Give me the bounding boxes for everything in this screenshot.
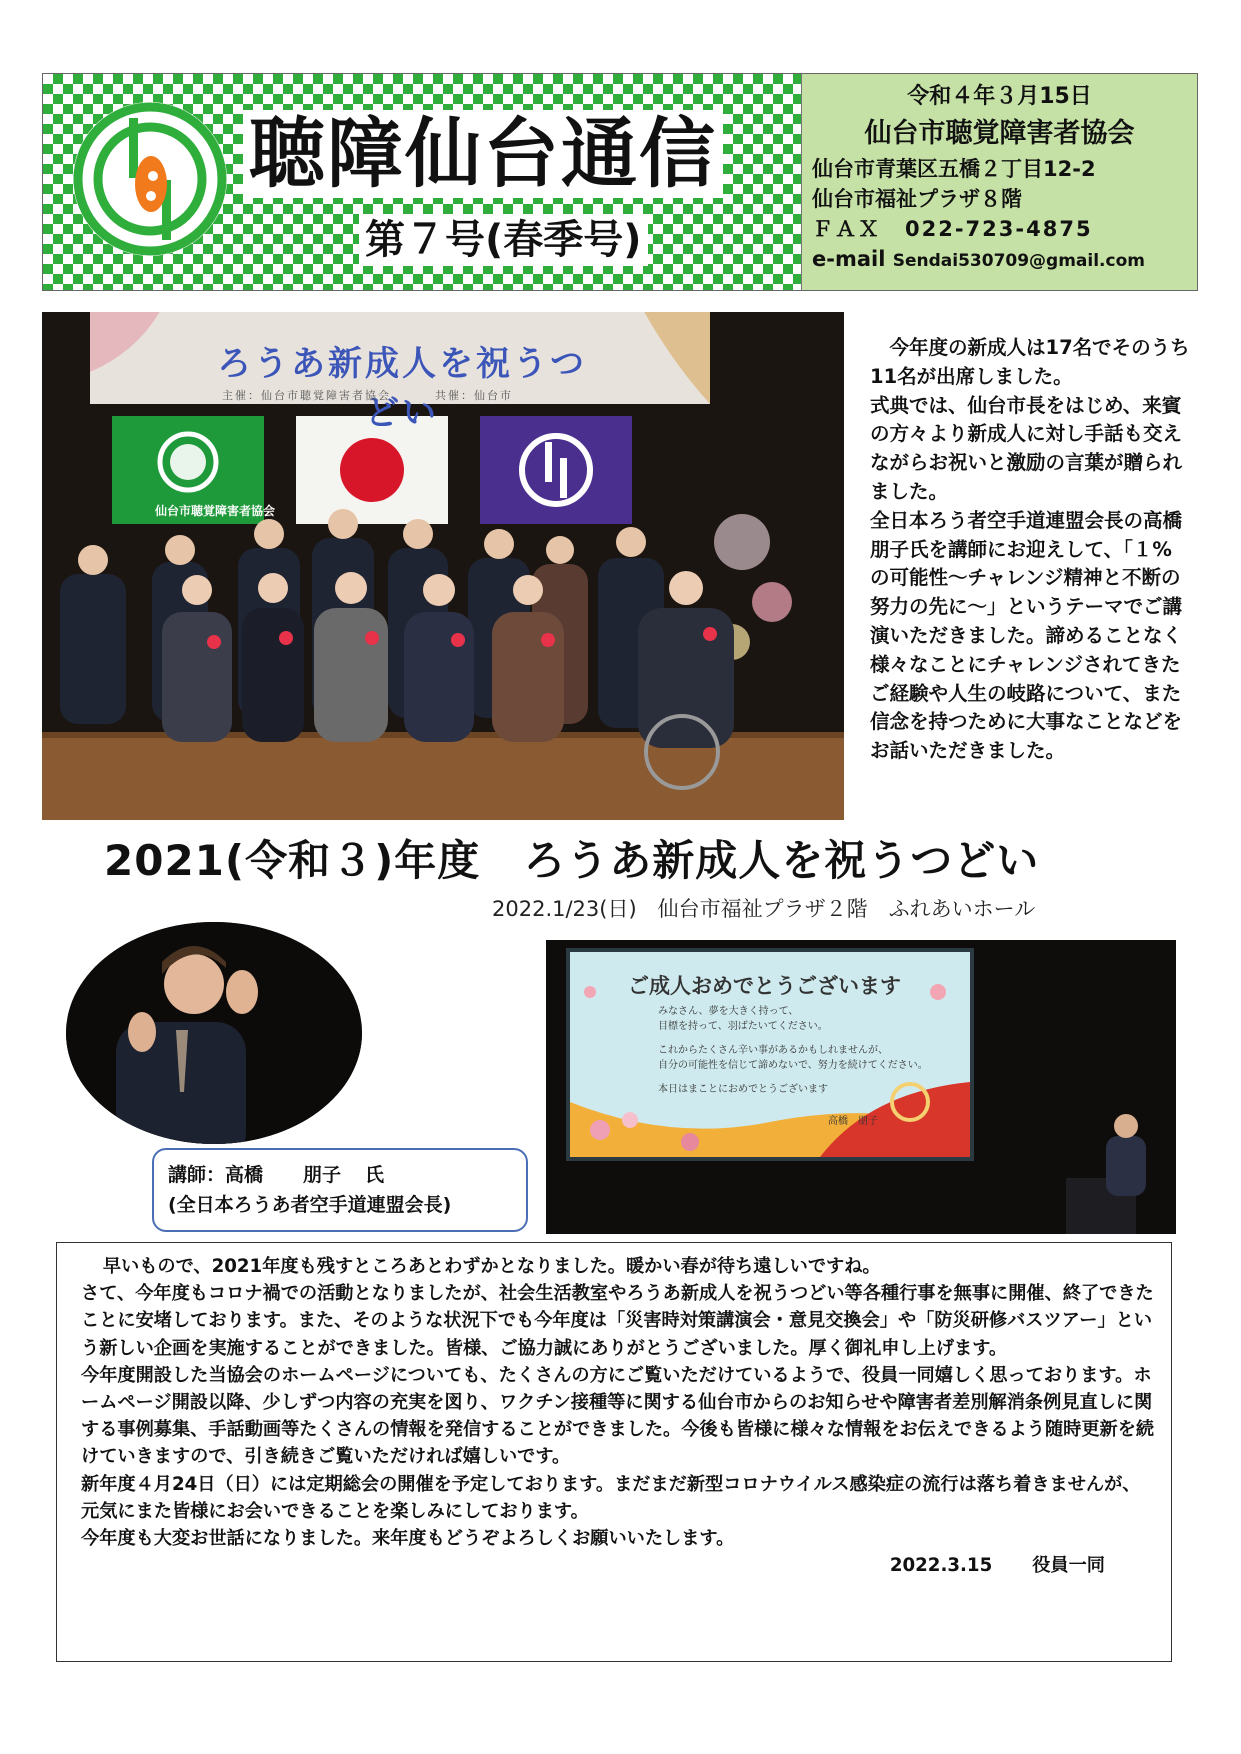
message-paragraph: 早いもので、2021年度も残すところあとわずかとなりました。暖かい春が待ち遠しいですね。: [102, 1256, 881, 1277]
summary-paragraph: 全日本ろう者空手道連盟会長の高橋朋子氏を講師にお迎えして、「１%の可能性～チャレンジ精神と不断の努力の先に～」というテーマでご講演いただきました。諦めることなく様々なことにチャレンジされてきたご経験や人生の岐路について、また信念を持つために大事なことなどをお話いただきました。: [870, 508, 1183, 763]
issue-number: 第７号(春季号): [359, 214, 648, 266]
lecturer-photo: [66, 922, 362, 1144]
message-paragraph: 今年度開設した当協会のホームページについても、たくさんの方にご覧いただけているようで、役員一同嬉しく思っております。ホームページ開設以降、少しずつ内容の充実を図り、ワクチン接種等に関する仙台市からのお知らせや障害者差別解消条例見直しに関する事例募集、手話動画等たくさんの情報を発信することができました。今後も皆様に様々な情報をお伝えできるよう随時更新を続けていきますので、引き続きご覧いただければ嬉しいです。: [81, 1364, 1155, 1468]
message-signature: [81, 1552, 1105, 1579]
lecturer-honorific: 氏: [365, 1164, 385, 1186]
lecturer-label: 講師：高橋: [168, 1164, 264, 1186]
lecturer-name-line: [168, 1160, 512, 1190]
summary-paragraph: 今年度の新成人は17名でそのうち11名が出席しました。: [870, 336, 1190, 388]
message-paragraph: 今年度も大変お世話になりました。来年度もどうぞよろしくお願いいたします。: [81, 1528, 735, 1550]
newsletter-title: 聴障仙台通信: [243, 110, 723, 198]
group-photo: [42, 312, 844, 820]
slide-signature: 高橋 朋子: [828, 1116, 878, 1127]
slide-title: ご成人おめでとうございます: [628, 973, 901, 998]
association-logo-icon: [73, 102, 227, 256]
presentation-slide: [570, 952, 970, 1157]
event-title: 2021(令和３)年度 ろうあ新成人を祝うつどい: [104, 836, 1040, 885]
slide-message: [658, 1004, 928, 1097]
flag-caption: 仙台市聴覚障害者協会: [154, 504, 275, 518]
issue-date: 令和４年３月15日: [907, 84, 1092, 109]
email-label: e-mail: [812, 247, 886, 271]
banner-title: ろうあ新成人を祝うつどい: [217, 344, 587, 433]
fax-line: [812, 214, 1187, 244]
slide-line: 目標を持って、羽ばたいてください。: [658, 1021, 828, 1032]
event-summary: [870, 334, 1190, 766]
banner-credits: [222, 387, 622, 403]
signature-name: 役員一同: [1032, 1555, 1105, 1577]
message-paragraph: 新年度４月24日（日）には定期総会の開催を予定しております。まだまだ新型コロナウイルス感染症の流行は落ち着きませんが、元気にまた皆様にお会いできることを楽しみにしております。: [81, 1473, 1141, 1522]
message-paragraph: さて、今年度もコロナ禍での活動となりましたが、社会生活教室やろうあ新成人を祝うつどい等各種行事を無事に開催、終了できたことに安堵しております。また、そのような状況下でも今年度は「災害時対策講演会・意見交換会」や「防災研修バスツアー」という新しい企画を実施することができました。皆様、ご協力誠にありがとうございました。厚く御礼申し上げます。: [81, 1283, 1154, 1359]
fax-label: ＦＡＸ: [812, 217, 881, 241]
lecture-screen-photo: [546, 940, 1176, 1234]
banner-cohost: 共催：仙台市: [435, 389, 513, 402]
slide-line: 本日はまことにおめでとうございます: [658, 1084, 828, 1095]
masthead: [43, 74, 801, 290]
newsletter-header: [42, 73, 1198, 291]
slide-line: 自分の可能性を信じて諦めないで、努力を続けてください。: [658, 1060, 928, 1071]
lecturer-caption: [152, 1148, 528, 1232]
year-end-message: [56, 1242, 1172, 1662]
summary-paragraph: 式典では、仙台市長をはじめ、来賓の方々より新成人に対し手話も交えながらお祝いと激励の言葉が贈られました。: [870, 393, 1183, 503]
publisher-info: [801, 74, 1197, 290]
lecturer-affiliation: (全日本ろうあ者空手道連盟会長): [168, 1194, 452, 1216]
publisher-name: 仙台市聴覚障害者協会: [864, 118, 1135, 149]
address-line-2: 仙台市福祉プラザ８階: [812, 187, 1022, 211]
slide-line: みなさん、夢を大きく持って、: [658, 1006, 799, 1017]
fax-number: 022-723-4875: [905, 217, 1093, 241]
email-address: Sendai530709@gmail.com: [892, 251, 1145, 271]
slide-line: これからたくさん辛い事があるかもしれませんが、: [658, 1045, 888, 1056]
banner-host: 主催：仙台市聴覚障害者協会: [222, 389, 391, 402]
address-line-1: 仙台市青葉区五橋２丁目12-2: [812, 157, 1096, 181]
lecturer-given-name: 朋子: [303, 1164, 342, 1186]
email-line: [812, 244, 1187, 276]
signature-date: 2022.3.15: [889, 1555, 993, 1577]
event-date-venue: 2022.1/23(日) 仙台市福祉プラザ２階 ふれあいホール: [492, 897, 1036, 921]
